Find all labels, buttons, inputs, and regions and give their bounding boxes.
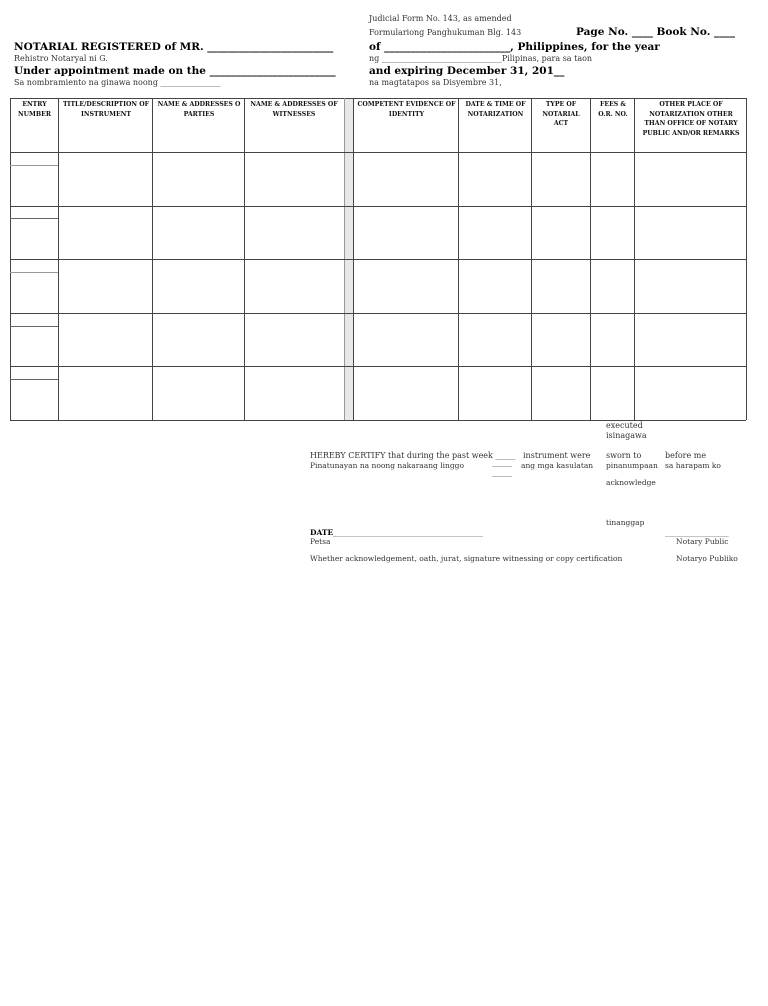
expiring-line: and expiring December 31, 201__ [369, 65, 565, 77]
col-header-other-place-remarks: OTHER PLACE OF NOTARIZATION OTHER THAN OFFICE OF NOTARY PUBLIC AND/OR REMARKS [642, 101, 740, 137]
col-header-type-notarial-act: TYPE OF NOTARIAL ACT [542, 101, 580, 127]
col-header-title-description: TITLE/DESCRIPTION OF INSTRUMENT [62, 101, 150, 118]
before-me-tagalog: sa harapam ko [665, 461, 721, 470]
executed-tagalog: isinagawa [606, 431, 647, 440]
notary-public-tagalog: Notaryo Publiko [676, 554, 738, 563]
table-right-border [746, 98, 747, 420]
blank-line: _____ [492, 458, 512, 467]
acknowledge-text: acknowledge [606, 478, 656, 487]
form-number-tagalog: Formulariong Panghukuman Blg. 143 [369, 28, 522, 37]
appointment-line: Under appointment made on the ________________________ [14, 65, 336, 77]
col-header-witnesses: NAME & ADDRESSES OF WITNESSES [250, 101, 338, 118]
row-divider [10, 259, 746, 260]
col-header-fees: FEES & O.R. NO. [598, 101, 628, 118]
notarial-registered-line: NOTARIAL REGISTERED of MR. ________________________ [14, 41, 334, 53]
appointment-tagalog: Sa nombramiento na ginawa noong _______________ [14, 78, 221, 87]
entry-subline [10, 326, 58, 327]
entry-subline [10, 218, 58, 219]
before-me-text: before me [665, 451, 707, 460]
sworn-to-text: sworn to [606, 451, 642, 460]
entry-subline [10, 272, 58, 273]
col-header-date-time: DATE & TIME OF NOTARIZATION [465, 101, 526, 118]
entry-subline [10, 165, 58, 166]
executed-label: executed [606, 421, 643, 430]
blank-line: _____ [492, 468, 512, 477]
col-header-parties: NAME & ADDRESSES O PARTIES [157, 101, 241, 118]
of-year-line: of ________________________, Philippines, for the year [369, 41, 660, 53]
hereby-certify-text: HEREBY CERTIFY that during the past week _____ [310, 451, 516, 460]
col-header-evidence-identity: COMPETENT EVIDENCE OF IDENTITY [357, 101, 456, 118]
row-divider [10, 313, 746, 314]
instrument-were-text: instrument were [523, 451, 591, 460]
col-header-entry-number: ENTRY NUMBER [18, 101, 51, 118]
sworn-to-tagalog: pinanumpaan [606, 461, 658, 470]
table-top-border [10, 98, 746, 99]
entry-subline [10, 379, 58, 380]
notary-public-label: Notary Public [676, 537, 729, 546]
whether-text: Whether acknowledgement, oath, jurat, signature witnessing or copy certification [310, 554, 623, 563]
row-divider [10, 366, 746, 367]
date-tagalog: Petsa [310, 537, 331, 546]
instrument-were-tagalog: ang mga kasulatan [521, 461, 594, 470]
tinanggap-text: tinanggap [606, 518, 645, 527]
notarial-register-table [10, 98, 746, 420]
expiring-tagalog: na magtatapos sa Disyembre 31, [369, 78, 502, 87]
date-label: DATE [310, 528, 334, 537]
notarial-registered-tagalog: Rehistro Notaryal ni G. [14, 54, 108, 63]
of-year-tagalog: ng ______________________________Pilipinas, para sa taon [369, 54, 593, 63]
form-number: Judicial Form No. 143, as amended [369, 14, 512, 23]
hereby-certify-tagalog: Pinatunayan na noong nakaraang linggo [310, 461, 464, 470]
page-book-number: Page No. ____ Book No. ____ [576, 26, 736, 38]
signature-line: _________________ [665, 528, 729, 537]
date-line: ________________________________________ [333, 528, 483, 537]
row-divider [10, 152, 746, 153]
row-divider [10, 206, 746, 207]
